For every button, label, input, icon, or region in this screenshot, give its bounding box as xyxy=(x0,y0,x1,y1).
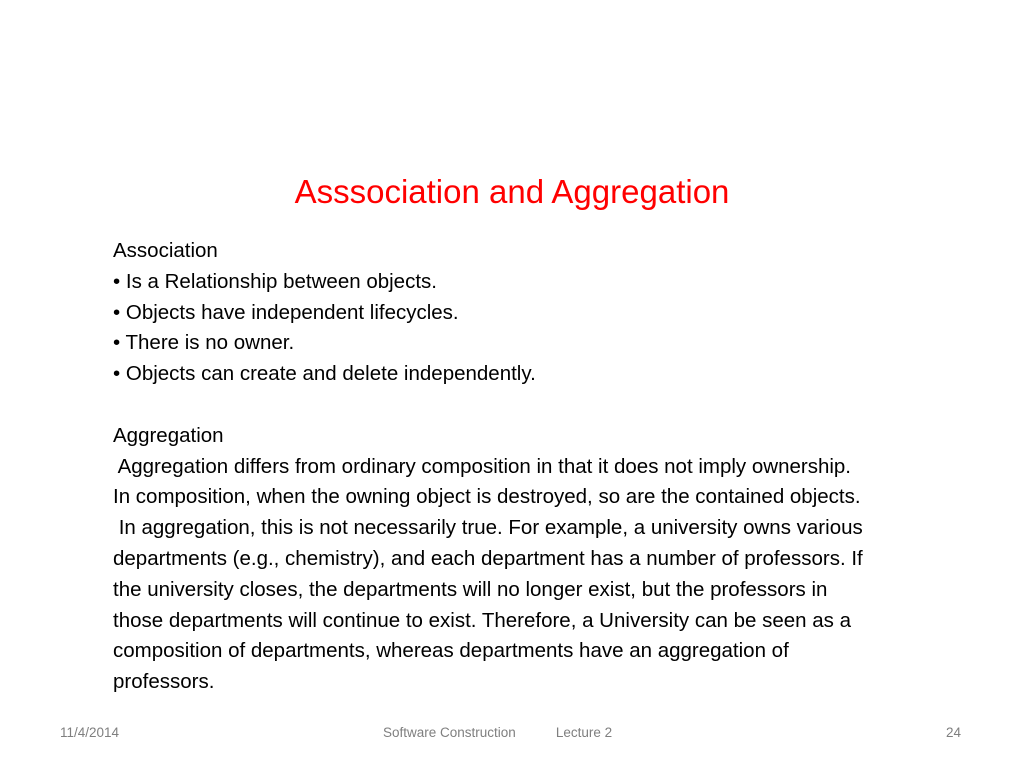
association-heading: Association xyxy=(113,239,218,262)
footer-course-info xyxy=(383,724,612,742)
aggregation-text-line: composition of departments, whereas departments have an aggregation of xyxy=(113,639,789,663)
aggregation-text-line: those departments will continue to exist. Therefore, a University can be seen as a xyxy=(113,608,852,632)
association-bullet: • Is a Relationship between objects. xyxy=(113,269,437,293)
footer-lecture: Lecture 2 xyxy=(555,725,613,740)
footer-course: Software Construction xyxy=(383,725,516,740)
aggregation-text-line: departments (e.g., chemistry), and each department has a number of professors. If xyxy=(113,546,863,570)
slide-body xyxy=(113,236,993,698)
slide-title: Asssociation and Aggregation xyxy=(294,173,730,210)
paragraph-spacer xyxy=(113,390,993,421)
footer-page-number: 24 xyxy=(946,725,962,740)
aggregation-text-line: Aggregation differs from ordinary composition in that it does not imply ownership. xyxy=(113,454,851,478)
association-bullet: • There is no owner. xyxy=(113,331,295,355)
footer-date: 11/4/2014 xyxy=(60,725,120,740)
aggregation-text-line: the university closes, the departments will no longer exist, but the professors in xyxy=(113,577,828,601)
aggregation-text-line: In composition, when the owning object is destroyed, so are the contained objects. xyxy=(113,485,861,509)
association-bullet: • Objects can create and delete independently. xyxy=(113,362,536,386)
aggregation-heading: Aggregation xyxy=(113,423,224,447)
aggregation-text-line: In aggregation, this is not necessarily true. For example, a university owns various xyxy=(113,516,863,540)
aggregation-text-line: professors. xyxy=(113,670,215,694)
association-bullet: • Objects have independent lifecycles. xyxy=(113,300,459,324)
